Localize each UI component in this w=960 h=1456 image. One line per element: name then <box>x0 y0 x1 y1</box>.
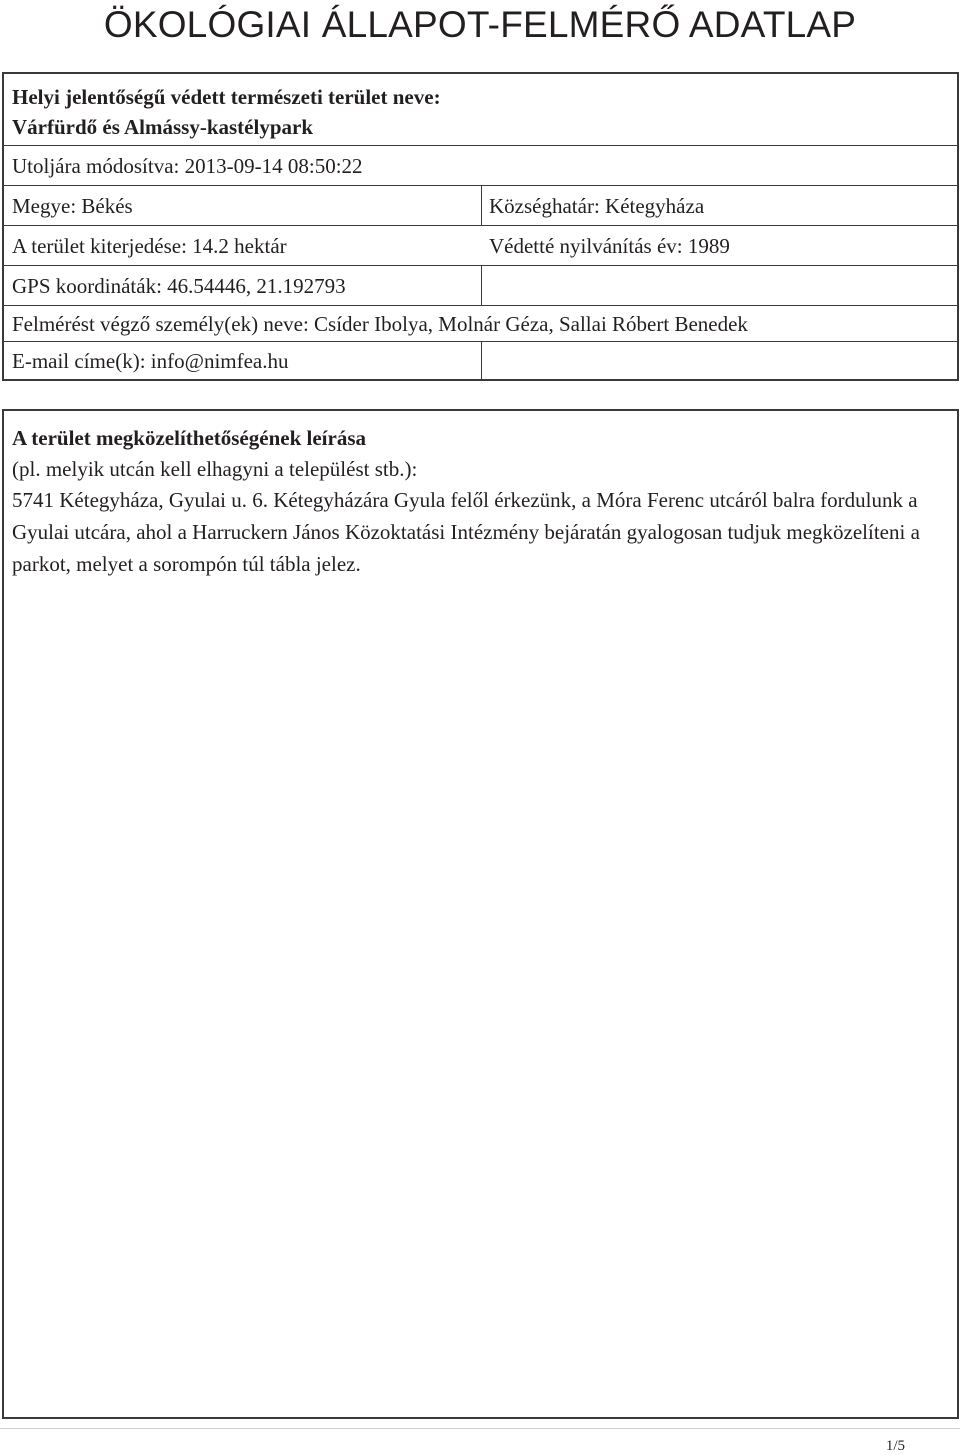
email: E-mail címe(k): info@nimfea.hu <box>12 348 289 373</box>
divider <box>481 342 482 379</box>
page-title: ÖKOLÓGIAI ÁLLAPOT-FELMÉRŐ ADATLAP <box>103 4 857 45</box>
access-subtitle: (pl. melyik utcán kell elhagyni a települést stb.): <box>12 457 418 481</box>
gps-coordinates: GPS koordináták: 46.54446, 21.192793 <box>12 273 346 298</box>
extent-row <box>4 226 957 266</box>
surveyors-row <box>4 306 957 342</box>
divider <box>481 266 482 305</box>
info-table <box>2 72 959 381</box>
area-name-label: Helyi jelentőségű védett természeti terület neve: <box>12 85 441 109</box>
gps-row <box>4 266 957 306</box>
municipal-border: Községhatár: Kétegyháza <box>489 193 705 218</box>
surveyors: Felmérést végző személy(ek) neve: Csíder Ibolya, Molnár Géza, Sallai Róbert Benedek <box>12 311 748 336</box>
area-extent: A terület kiterjedése: 14.2 hektár <box>12 233 287 258</box>
header-row <box>4 74 957 146</box>
county-row <box>4 186 957 226</box>
modified-date: Utoljára módosítva: 2013-09-14 08:50:22 <box>12 153 363 178</box>
access-description: 5741 Kétegyháza, Gyulai u. 6. Kétegyházára Gyula felől érkezünk, a Móra Ferenc utcáról balra fordulunk a Gyulai utcára, ahol a Harruckern János Közoktatási Intézmény bejáratán gyalogosan tudjuk megközelíteni a parkot, melyet a sorompón túl tábla jelez. <box>12 488 920 576</box>
access-section <box>2 409 959 1419</box>
area-name: Várfürdő és Almássy-kastélypark <box>12 115 314 139</box>
county: Megye: Békés <box>12 193 133 218</box>
protection-year: Védetté nyilvánítás év: 1989 <box>489 233 730 258</box>
modified-row <box>4 146 957 186</box>
footer-divider <box>0 1428 960 1429</box>
access-title: A terület megközelíthetőségének leírása <box>12 426 366 450</box>
email-row <box>4 342 957 379</box>
page-number: 1/5 <box>885 1438 905 1454</box>
